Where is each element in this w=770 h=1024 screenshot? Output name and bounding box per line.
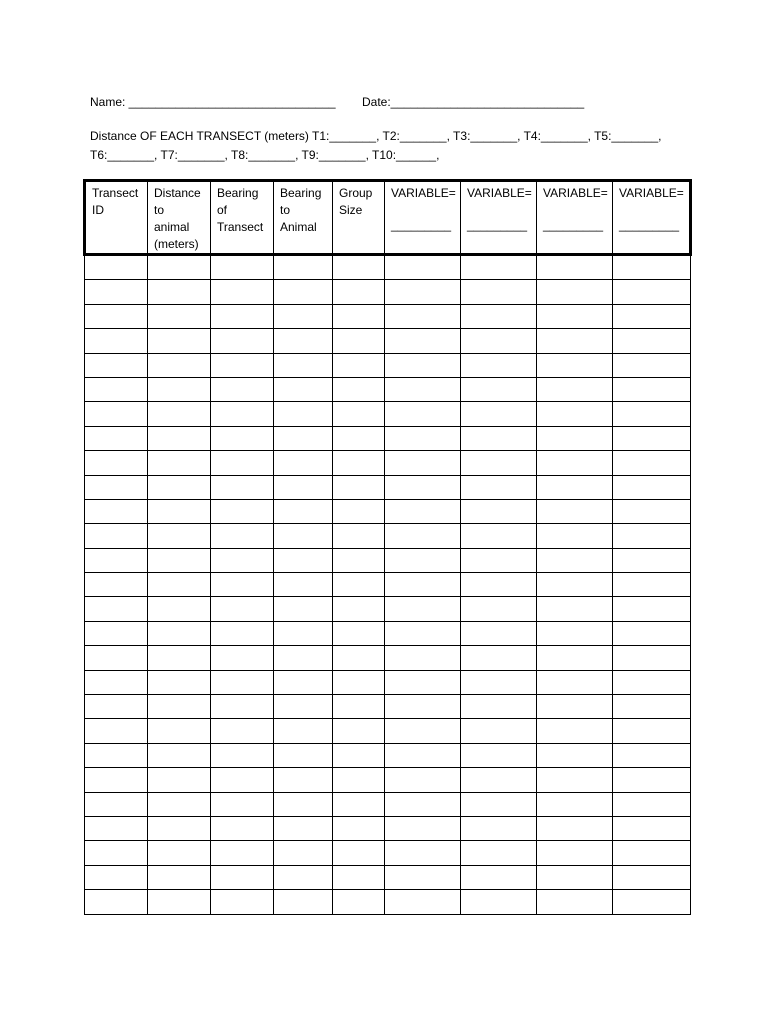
table-cell[interactable] bbox=[148, 841, 211, 865]
table-cell[interactable] bbox=[148, 353, 211, 377]
table-cell[interactable] bbox=[148, 426, 211, 450]
table-cell[interactable] bbox=[537, 792, 613, 816]
table-cell[interactable] bbox=[333, 695, 385, 719]
header-bearing-to-animal bbox=[274, 181, 333, 255]
table-cell[interactable] bbox=[148, 402, 211, 426]
table-cell[interactable] bbox=[613, 329, 691, 353]
table-cell[interactable] bbox=[613, 670, 691, 694]
table-cell[interactable] bbox=[148, 329, 211, 353]
table-cell[interactable] bbox=[613, 548, 691, 572]
table-cell[interactable] bbox=[85, 670, 148, 694]
table-cell[interactable] bbox=[85, 402, 148, 426]
table-cell[interactable] bbox=[148, 743, 211, 767]
table-cell[interactable] bbox=[537, 621, 613, 645]
table-cell[interactable] bbox=[274, 865, 333, 889]
table-cell[interactable] bbox=[333, 670, 385, 694]
table-cell[interactable] bbox=[537, 670, 613, 694]
table-cell[interactable] bbox=[613, 451, 691, 475]
table-cell[interactable] bbox=[148, 646, 211, 670]
table-cell[interactable] bbox=[461, 621, 537, 645]
table-cell[interactable] bbox=[461, 743, 537, 767]
table-cell[interactable] bbox=[537, 402, 613, 426]
table-cell[interactable] bbox=[211, 573, 274, 597]
table-cell[interactable] bbox=[613, 719, 691, 743]
table-cell[interactable] bbox=[537, 768, 613, 792]
table-cell[interactable] bbox=[148, 255, 211, 280]
header-transect-id bbox=[85, 181, 148, 255]
table-cell[interactable] bbox=[211, 353, 274, 377]
table-cell[interactable] bbox=[385, 768, 461, 792]
table-cell[interactable] bbox=[85, 719, 148, 743]
table-cell[interactable] bbox=[385, 548, 461, 572]
table-cell[interactable] bbox=[613, 353, 691, 377]
table-row bbox=[85, 768, 691, 792]
table-cell[interactable] bbox=[274, 792, 333, 816]
table-cell[interactable] bbox=[537, 255, 613, 280]
table-cell[interactable] bbox=[148, 670, 211, 694]
table-cell[interactable] bbox=[85, 524, 148, 548]
table-cell[interactable] bbox=[211, 792, 274, 816]
table-cell[interactable] bbox=[85, 621, 148, 645]
table-cell[interactable] bbox=[333, 329, 385, 353]
header-label: VARIABLE= bbox=[467, 186, 532, 200]
table-row bbox=[85, 816, 691, 840]
table-cell[interactable] bbox=[274, 621, 333, 645]
table-cell[interactable] bbox=[461, 670, 537, 694]
variable-blank-field[interactable]: _________ bbox=[619, 218, 680, 232]
table-cell[interactable] bbox=[385, 329, 461, 353]
table-row bbox=[85, 402, 691, 426]
table-cell[interactable] bbox=[85, 743, 148, 767]
header-label: VARIABLE= bbox=[619, 186, 684, 200]
table-row bbox=[85, 255, 691, 280]
table-cell[interactable] bbox=[333, 890, 385, 914]
table-cell[interactable] bbox=[211, 621, 274, 645]
table-cell[interactable] bbox=[333, 646, 385, 670]
table-cell[interactable] bbox=[85, 255, 148, 280]
table-cell[interactable] bbox=[461, 255, 537, 280]
table-cell[interactable] bbox=[537, 426, 613, 450]
table-row bbox=[85, 841, 691, 865]
table-cell[interactable] bbox=[461, 573, 537, 597]
table-cell[interactable] bbox=[274, 499, 333, 523]
table-cell[interactable] bbox=[333, 524, 385, 548]
table-cell[interactable] bbox=[274, 841, 333, 865]
table-cell[interactable] bbox=[613, 841, 691, 865]
table-row bbox=[85, 865, 691, 889]
table-cell[interactable] bbox=[461, 304, 537, 328]
table-cell[interactable] bbox=[537, 890, 613, 914]
table-cell[interactable] bbox=[148, 499, 211, 523]
table-cell[interactable] bbox=[461, 329, 537, 353]
table-row bbox=[85, 695, 691, 719]
table-cell[interactable] bbox=[333, 280, 385, 304]
table-row bbox=[85, 426, 691, 450]
table-cell[interactable] bbox=[148, 621, 211, 645]
table-cell[interactable] bbox=[211, 768, 274, 792]
header-variable-4 bbox=[613, 181, 691, 255]
table-cell[interactable] bbox=[211, 377, 274, 401]
table-cell[interactable] bbox=[613, 646, 691, 670]
table-cell[interactable] bbox=[274, 329, 333, 353]
table-cell[interactable] bbox=[274, 695, 333, 719]
table-cell[interactable] bbox=[274, 646, 333, 670]
table-cell[interactable] bbox=[385, 841, 461, 865]
table-cell[interactable] bbox=[461, 719, 537, 743]
table-cell[interactable] bbox=[333, 621, 385, 645]
table-cell[interactable] bbox=[274, 890, 333, 914]
header-label: Bearing of Transect bbox=[217, 186, 264, 234]
table-cell[interactable] bbox=[613, 524, 691, 548]
table-row bbox=[85, 353, 691, 377]
table-cell[interactable] bbox=[537, 329, 613, 353]
table-cell[interactable] bbox=[274, 377, 333, 401]
table-cell[interactable] bbox=[461, 426, 537, 450]
header-row bbox=[85, 181, 691, 255]
table-cell[interactable] bbox=[274, 548, 333, 572]
table-cell[interactable] bbox=[148, 719, 211, 743]
table-row bbox=[85, 646, 691, 670]
table-cell[interactable] bbox=[537, 597, 613, 621]
table-cell[interactable] bbox=[85, 353, 148, 377]
table-cell[interactable] bbox=[461, 841, 537, 865]
table-row bbox=[85, 719, 691, 743]
table-cell[interactable] bbox=[274, 597, 333, 621]
table-cell[interactable] bbox=[333, 475, 385, 499]
table-cell[interactable] bbox=[385, 573, 461, 597]
table-cell[interactable] bbox=[148, 548, 211, 572]
header-group-size bbox=[333, 181, 385, 255]
header-variable-2 bbox=[461, 181, 537, 255]
variable-blank-field[interactable]: _________ bbox=[467, 218, 528, 232]
header-label: Bearing to Animal bbox=[280, 186, 322, 234]
data-rows bbox=[85, 255, 691, 915]
table-cell[interactable] bbox=[461, 792, 537, 816]
table-cell[interactable] bbox=[537, 743, 613, 767]
table-cell[interactable] bbox=[85, 475, 148, 499]
table-cell[interactable] bbox=[461, 524, 537, 548]
table-cell[interactable] bbox=[211, 304, 274, 328]
table-cell[interactable] bbox=[274, 426, 333, 450]
table-cell[interactable] bbox=[385, 524, 461, 548]
table-cell[interactable] bbox=[613, 255, 691, 280]
table-cell[interactable] bbox=[461, 816, 537, 840]
table-cell[interactable] bbox=[274, 573, 333, 597]
transect-distance-line-2[interactable]: T6:_______, T7:_______, T8:_______, T9:_______, T10:______, bbox=[90, 148, 440, 162]
variable-blank-field[interactable]: _________ bbox=[391, 218, 452, 232]
table-cell[interactable] bbox=[613, 304, 691, 328]
table-cell[interactable] bbox=[385, 695, 461, 719]
table-cell[interactable] bbox=[385, 792, 461, 816]
table-cell[interactable] bbox=[211, 890, 274, 914]
table-cell[interactable] bbox=[613, 597, 691, 621]
table-cell[interactable] bbox=[333, 426, 385, 450]
table-cell[interactable] bbox=[461, 353, 537, 377]
table-cell[interactable] bbox=[274, 280, 333, 304]
table-cell[interactable] bbox=[461, 597, 537, 621]
table-cell[interactable] bbox=[85, 768, 148, 792]
table-cell[interactable] bbox=[385, 377, 461, 401]
table-cell[interactable] bbox=[211, 402, 274, 426]
table-cell[interactable] bbox=[148, 304, 211, 328]
table-cell[interactable] bbox=[85, 451, 148, 475]
table-cell[interactable] bbox=[385, 475, 461, 499]
table-cell[interactable] bbox=[211, 743, 274, 767]
table-cell[interactable] bbox=[148, 816, 211, 840]
table-cell[interactable] bbox=[333, 548, 385, 572]
table-cell[interactable] bbox=[461, 646, 537, 670]
table-cell[interactable] bbox=[333, 768, 385, 792]
table-cell[interactable] bbox=[385, 426, 461, 450]
table-cell[interactable] bbox=[148, 890, 211, 914]
table-row bbox=[85, 890, 691, 914]
table-row bbox=[85, 280, 691, 304]
header-distance-to-animal bbox=[148, 181, 211, 255]
table-cell[interactable] bbox=[537, 280, 613, 304]
table-cell[interactable] bbox=[85, 865, 148, 889]
table-cell[interactable] bbox=[274, 451, 333, 475]
table-cell[interactable] bbox=[613, 377, 691, 401]
table-cell[interactable] bbox=[211, 524, 274, 548]
table-cell[interactable] bbox=[613, 695, 691, 719]
table-cell[interactable] bbox=[85, 329, 148, 353]
table-cell[interactable] bbox=[613, 280, 691, 304]
table-cell[interactable] bbox=[211, 865, 274, 889]
table-cell[interactable] bbox=[537, 377, 613, 401]
table-cell[interactable] bbox=[461, 451, 537, 475]
table-cell[interactable] bbox=[274, 475, 333, 499]
table-cell[interactable] bbox=[148, 451, 211, 475]
table-cell[interactable] bbox=[613, 743, 691, 767]
table-cell[interactable] bbox=[385, 451, 461, 475]
table-cell[interactable] bbox=[461, 890, 537, 914]
table-row bbox=[85, 475, 691, 499]
table-row bbox=[85, 621, 691, 645]
table-cell[interactable] bbox=[333, 743, 385, 767]
table-cell[interactable] bbox=[385, 304, 461, 328]
table-cell[interactable] bbox=[333, 304, 385, 328]
table-cell[interactable] bbox=[613, 402, 691, 426]
table-cell[interactable] bbox=[274, 255, 333, 280]
table-cell[interactable] bbox=[537, 816, 613, 840]
table-cell[interactable] bbox=[537, 573, 613, 597]
table-cell[interactable] bbox=[148, 377, 211, 401]
table-row bbox=[85, 499, 691, 523]
table-cell[interactable] bbox=[148, 475, 211, 499]
table-cell[interactable] bbox=[461, 865, 537, 889]
table-row bbox=[85, 548, 691, 572]
table-cell[interactable] bbox=[211, 329, 274, 353]
table-cell[interactable] bbox=[461, 280, 537, 304]
table-cell[interactable] bbox=[333, 597, 385, 621]
table-cell[interactable] bbox=[613, 768, 691, 792]
header-variable-1 bbox=[385, 181, 461, 255]
table-cell[interactable] bbox=[211, 426, 274, 450]
table-cell[interactable] bbox=[385, 353, 461, 377]
table-cell[interactable] bbox=[461, 499, 537, 523]
table-cell[interactable] bbox=[385, 621, 461, 645]
table-cell[interactable] bbox=[211, 695, 274, 719]
table-cell[interactable] bbox=[85, 816, 148, 840]
table-row bbox=[85, 670, 691, 694]
table-cell[interactable] bbox=[385, 890, 461, 914]
table-cell[interactable] bbox=[613, 499, 691, 523]
table-cell[interactable] bbox=[385, 719, 461, 743]
table-cell[interactable] bbox=[461, 695, 537, 719]
table-cell[interactable] bbox=[333, 816, 385, 840]
table-cell[interactable] bbox=[461, 475, 537, 499]
table-cell[interactable] bbox=[461, 402, 537, 426]
table-cell[interactable] bbox=[385, 865, 461, 889]
table-cell[interactable] bbox=[537, 865, 613, 889]
table-cell[interactable] bbox=[333, 573, 385, 597]
table-cell[interactable] bbox=[537, 475, 613, 499]
table-cell[interactable] bbox=[211, 646, 274, 670]
table-cell[interactable] bbox=[85, 304, 148, 328]
table-cell[interactable] bbox=[274, 768, 333, 792]
header-label: Distance to animal (meters) bbox=[154, 186, 201, 251]
table-cell[interactable] bbox=[333, 719, 385, 743]
table-cell[interactable] bbox=[148, 524, 211, 548]
header-label: VARIABLE= bbox=[391, 186, 456, 200]
table-cell[interactable] bbox=[613, 792, 691, 816]
table-cell[interactable] bbox=[148, 597, 211, 621]
table-cell[interactable] bbox=[333, 841, 385, 865]
table-cell[interactable] bbox=[537, 548, 613, 572]
header-variable-3 bbox=[537, 181, 613, 255]
table-cell[interactable] bbox=[85, 426, 148, 450]
table-cell[interactable] bbox=[211, 499, 274, 523]
table-cell[interactable] bbox=[385, 597, 461, 621]
table-cell[interactable] bbox=[274, 353, 333, 377]
table-cell[interactable] bbox=[537, 451, 613, 475]
table-cell[interactable] bbox=[85, 499, 148, 523]
table-cell[interactable] bbox=[274, 719, 333, 743]
transect-distance-line-1[interactable]: Distance OF EACH TRANSECT (meters) T1:_______, T2:_______, T3:_______, T4:_______, T5:_______, bbox=[90, 129, 662, 143]
table-cell[interactable] bbox=[85, 548, 148, 572]
table-row bbox=[85, 524, 691, 548]
table-cell[interactable] bbox=[333, 865, 385, 889]
table-cell[interactable] bbox=[537, 695, 613, 719]
table-cell[interactable] bbox=[211, 255, 274, 280]
table-cell[interactable] bbox=[85, 695, 148, 719]
table-cell[interactable] bbox=[85, 280, 148, 304]
table-row bbox=[85, 377, 691, 401]
table-cell[interactable] bbox=[385, 280, 461, 304]
table-cell[interactable] bbox=[274, 524, 333, 548]
name-field-line[interactable]: Name: _______________________________ bbox=[90, 95, 336, 109]
table-cell[interactable] bbox=[537, 524, 613, 548]
table-cell[interactable] bbox=[461, 377, 537, 401]
table-cell[interactable] bbox=[461, 768, 537, 792]
table-cell[interactable] bbox=[385, 499, 461, 523]
table-cell[interactable] bbox=[461, 548, 537, 572]
table-cell[interactable] bbox=[211, 548, 274, 572]
table-cell[interactable] bbox=[211, 475, 274, 499]
table-cell[interactable] bbox=[333, 377, 385, 401]
table-cell[interactable] bbox=[148, 573, 211, 597]
table-cell[interactable] bbox=[613, 865, 691, 889]
variable-blank-field[interactable]: _________ bbox=[543, 218, 604, 232]
header-bearing-of-transect bbox=[211, 181, 274, 255]
table-cell[interactable] bbox=[274, 304, 333, 328]
table-cell[interactable] bbox=[333, 353, 385, 377]
table-cell[interactable] bbox=[211, 670, 274, 694]
table-cell[interactable] bbox=[85, 573, 148, 597]
table-cell[interactable] bbox=[613, 475, 691, 499]
table-row bbox=[85, 743, 691, 767]
table-cell[interactable] bbox=[148, 865, 211, 889]
table-row bbox=[85, 597, 691, 621]
date-field-line[interactable]: Date:_____________________________ bbox=[362, 95, 585, 109]
table-cell[interactable] bbox=[385, 816, 461, 840]
table-cell[interactable] bbox=[211, 816, 274, 840]
table-cell[interactable] bbox=[85, 646, 148, 670]
table-cell[interactable] bbox=[333, 255, 385, 280]
header-label: Transect ID bbox=[92, 186, 139, 217]
table-cell[interactable] bbox=[148, 695, 211, 719]
table-cell[interactable] bbox=[211, 841, 274, 865]
table-cell[interactable] bbox=[211, 597, 274, 621]
table-cell[interactable] bbox=[385, 646, 461, 670]
table-cell[interactable] bbox=[211, 719, 274, 743]
table-cell[interactable] bbox=[385, 255, 461, 280]
table-row bbox=[85, 451, 691, 475]
table-cell[interactable] bbox=[537, 304, 613, 328]
table-cell[interactable] bbox=[385, 743, 461, 767]
table-cell[interactable] bbox=[537, 646, 613, 670]
table-cell[interactable] bbox=[211, 451, 274, 475]
table-cell[interactable] bbox=[537, 353, 613, 377]
table-cell[interactable] bbox=[85, 377, 148, 401]
table-cell[interactable] bbox=[537, 499, 613, 523]
table-cell[interactable] bbox=[148, 768, 211, 792]
table-cell[interactable] bbox=[613, 890, 691, 914]
header-label: VARIABLE= bbox=[543, 186, 608, 200]
table-cell[interactable] bbox=[333, 499, 385, 523]
table-cell[interactable] bbox=[613, 426, 691, 450]
table-cell[interactable] bbox=[148, 280, 211, 304]
table-cell[interactable] bbox=[274, 743, 333, 767]
table-cell[interactable] bbox=[537, 719, 613, 743]
table-row bbox=[85, 792, 691, 816]
table-cell[interactable] bbox=[537, 841, 613, 865]
table-cell[interactable] bbox=[85, 597, 148, 621]
table-cell[interactable] bbox=[385, 402, 461, 426]
table-cell[interactable] bbox=[211, 280, 274, 304]
table-cell[interactable] bbox=[333, 451, 385, 475]
table-cell[interactable] bbox=[613, 573, 691, 597]
table-cell[interactable] bbox=[333, 402, 385, 426]
table-row bbox=[85, 573, 691, 597]
table-row bbox=[85, 329, 691, 353]
table-cell[interactable] bbox=[385, 670, 461, 694]
table-cell[interactable] bbox=[613, 816, 691, 840]
table-row bbox=[85, 304, 691, 328]
data-sheet-table bbox=[83, 179, 692, 915]
table-cell[interactable] bbox=[85, 841, 148, 865]
header-label: Group Size bbox=[339, 186, 373, 217]
table-cell[interactable] bbox=[274, 816, 333, 840]
table-cell[interactable] bbox=[613, 621, 691, 645]
table-cell[interactable] bbox=[85, 792, 148, 816]
table-cell[interactable] bbox=[274, 402, 333, 426]
table-cell[interactable] bbox=[85, 890, 148, 914]
table-cell[interactable] bbox=[274, 670, 333, 694]
table-cell[interactable] bbox=[333, 792, 385, 816]
table-cell[interactable] bbox=[148, 792, 211, 816]
